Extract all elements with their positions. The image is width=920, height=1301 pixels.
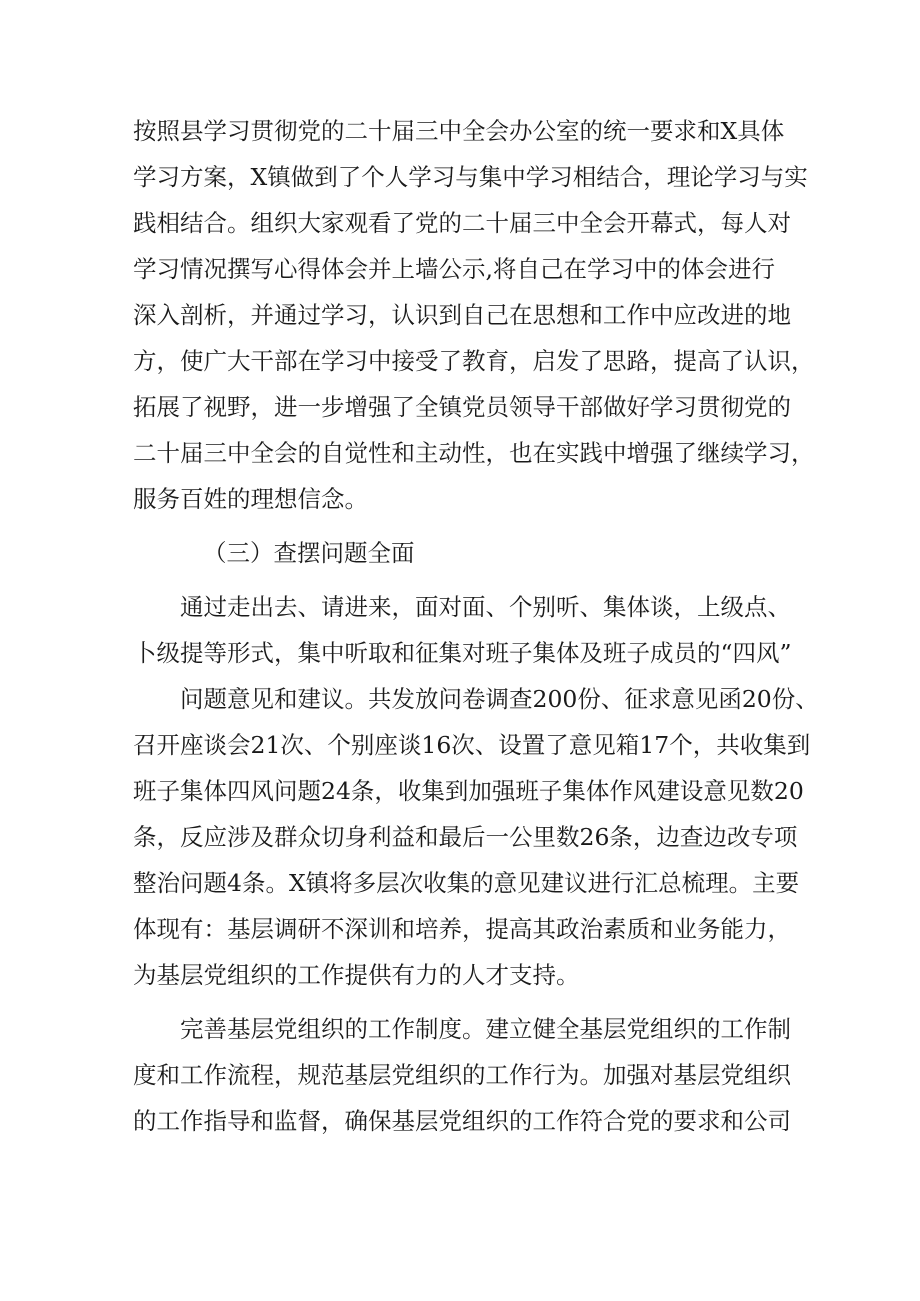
section-heading: （三）查摆问题全面 xyxy=(203,539,415,567)
document-body xyxy=(133,108,819,1144)
paragraph-line: 问题意见和建议。共发放问卷调查200份、征求意见函20份、 xyxy=(180,685,819,713)
paragraph-study-implementation xyxy=(133,108,815,522)
paragraph-line: 服务百姓的理想信念。 xyxy=(133,485,368,513)
paragraph-gap xyxy=(133,576,798,584)
paragraph-line: 为基层党组织的工作提供有力的人才支持。 xyxy=(133,961,580,989)
paragraph-line: 学习方案，X镇做到了个人学习与集中学习相结合，理论学习与实 xyxy=(133,163,808,191)
paragraph-line: 按照县学习贯彻党的二十届三中全会办公室的统一要求和X具体 xyxy=(133,117,785,145)
paragraph-problem-review xyxy=(133,584,819,998)
paragraph-line: 践相结合。组织大家观看了党的二十届三中全会开幕式，每人对 xyxy=(133,209,791,237)
paragraph-line: 方，使广大干部在学习中接受了教育，启发了思路，提高了认识， xyxy=(133,347,815,375)
paragraph-line: 通过走出去、请进来，面对面、个别听、集体谈，上级点、 xyxy=(180,593,791,621)
paragraph-line: 度和工作流程，规范基层党组织的工作行为。加强对基层党组织 xyxy=(133,1061,791,1089)
paragraph-line: 拓展了视野，进一步增强了全镇党员领导干部做好学习贯彻党的 xyxy=(133,393,791,421)
paragraph-gap xyxy=(133,522,798,530)
paragraph-line: 深入剖析，并通过学习，认识到自己在思想和工作中应改进的地 xyxy=(133,301,791,329)
paragraph-line: 完善基层党组织的工作制度。建立健全基层党组织的工作制 xyxy=(180,1015,791,1043)
paragraph-line: 二十届三中全会的自觉性和主动性，也在实践中增强了继续学习， xyxy=(133,439,815,467)
paragraph-line: 条，反应涉及群众切身利益和最后一公里数26条，边查边改专项 xyxy=(133,823,798,851)
paragraph-gap xyxy=(133,998,798,1006)
paragraph-line: 的工作指导和监督，确保基层党组织的工作符合党的要求和公司 xyxy=(133,1107,791,1135)
paragraph-line: 学习情况撰写心得体会并上墙公示,将自己在学习中的体会进行 xyxy=(133,255,775,283)
paragraph-line: 班子集体四风问题24条，收集到加强班子集体作风建设意见数20 xyxy=(133,777,804,805)
paragraph-work-system xyxy=(133,1006,798,1144)
paragraph-line: 卜级提等形式，集中听取和征集对班子集体及班子成员的“四风” xyxy=(133,639,792,667)
paragraph-line: 体现有：基层调研不深训和培养，提高其政治素质和业务能力， xyxy=(133,915,791,943)
paragraph-line: 整治问题4条。X镇将多层次收集的意见建议进行汇总梳理。主要 xyxy=(133,869,800,897)
paragraph-line: 召开座谈会21次、个别座谈16次、设置了意见箱17个，共收集到 xyxy=(133,731,811,759)
